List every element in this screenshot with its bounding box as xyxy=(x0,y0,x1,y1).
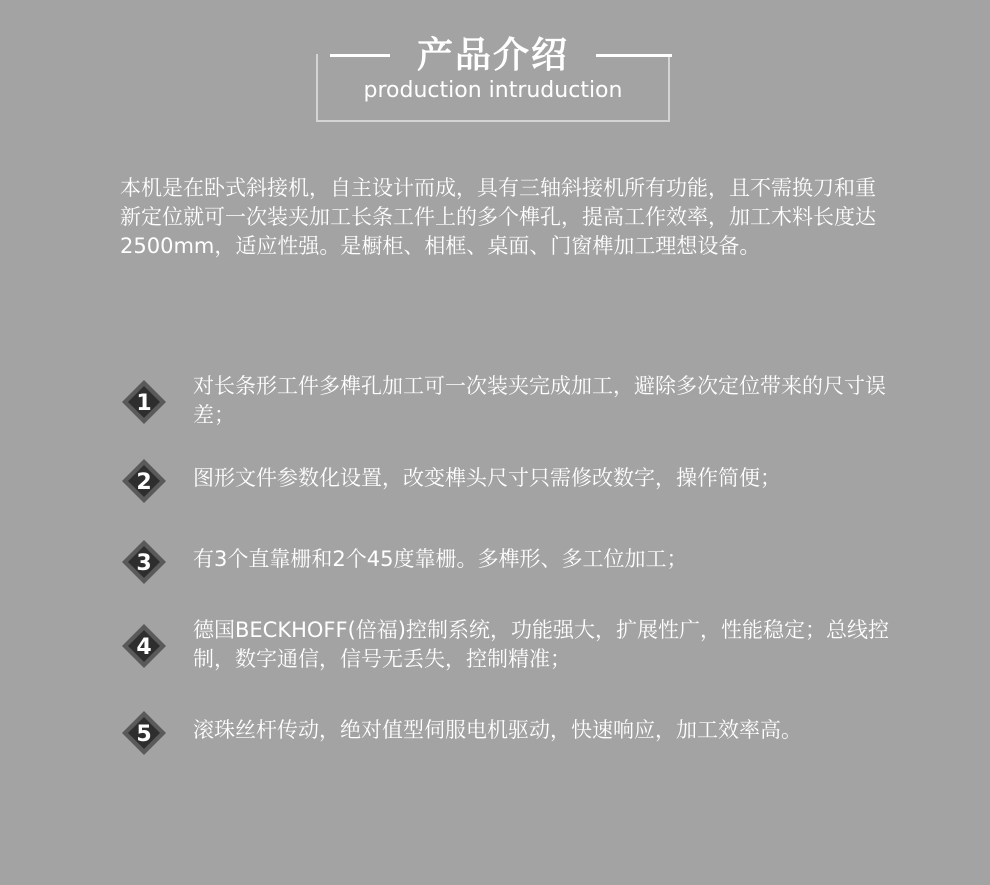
badge-number: 4 xyxy=(136,635,152,660)
number-badge-3-icon xyxy=(120,538,168,586)
intro-paragraph: 本机是在卧式斜接机，自主设计而成，具有三轴斜接机所有功能，且不需换刀和重新定位就可一次装夹加工长条工件上的多个榫孔，提高工作效率，加工木料长度达2500mm，适应性强。是橱柜、相框、桌面、门窗榫加工理想设备。 xyxy=(120,176,876,258)
feature-text: 图形文件参数化设置，改变榫头尺寸只需修改数字，操作简便； xyxy=(193,466,781,490)
section-title: 产品介绍 xyxy=(416,35,569,76)
badge-number: 5 xyxy=(136,722,152,747)
badge-number: 1 xyxy=(136,391,152,416)
number-badge-5-icon xyxy=(120,709,168,757)
feature-item-3 xyxy=(120,545,900,605)
feature-item-2 xyxy=(120,464,900,524)
feature-text: 有3个直靠栅和2个45度靠栅。多榫形、多工位加工； xyxy=(193,547,688,571)
number-badge-2-icon xyxy=(120,457,168,505)
number-badge-4-icon xyxy=(120,622,168,670)
badge-number: 2 xyxy=(136,470,152,495)
number-badge-1-icon xyxy=(120,378,168,426)
feature-text: 德国BECKHOFF(倍福)控制系统，功能强大，扩展性广，性能稳定；总线控制，数字通信，信号无丢失，控制精准； xyxy=(193,618,889,671)
section-subtitle: production intruduction xyxy=(363,78,623,103)
feature-item-4 xyxy=(120,616,900,676)
feature-item-1 xyxy=(120,372,900,432)
feature-item-5 xyxy=(120,716,900,776)
feature-text: 对长条形工件多榫孔加工可一次装夹完成加工，避除多次定位带来的尺寸误差； xyxy=(193,374,886,427)
feature-text: 滚珠丝杆传动，绝对值型伺服电机驱动，快速响应，加工效率高。 xyxy=(193,718,802,742)
badge-number: 3 xyxy=(136,551,152,576)
